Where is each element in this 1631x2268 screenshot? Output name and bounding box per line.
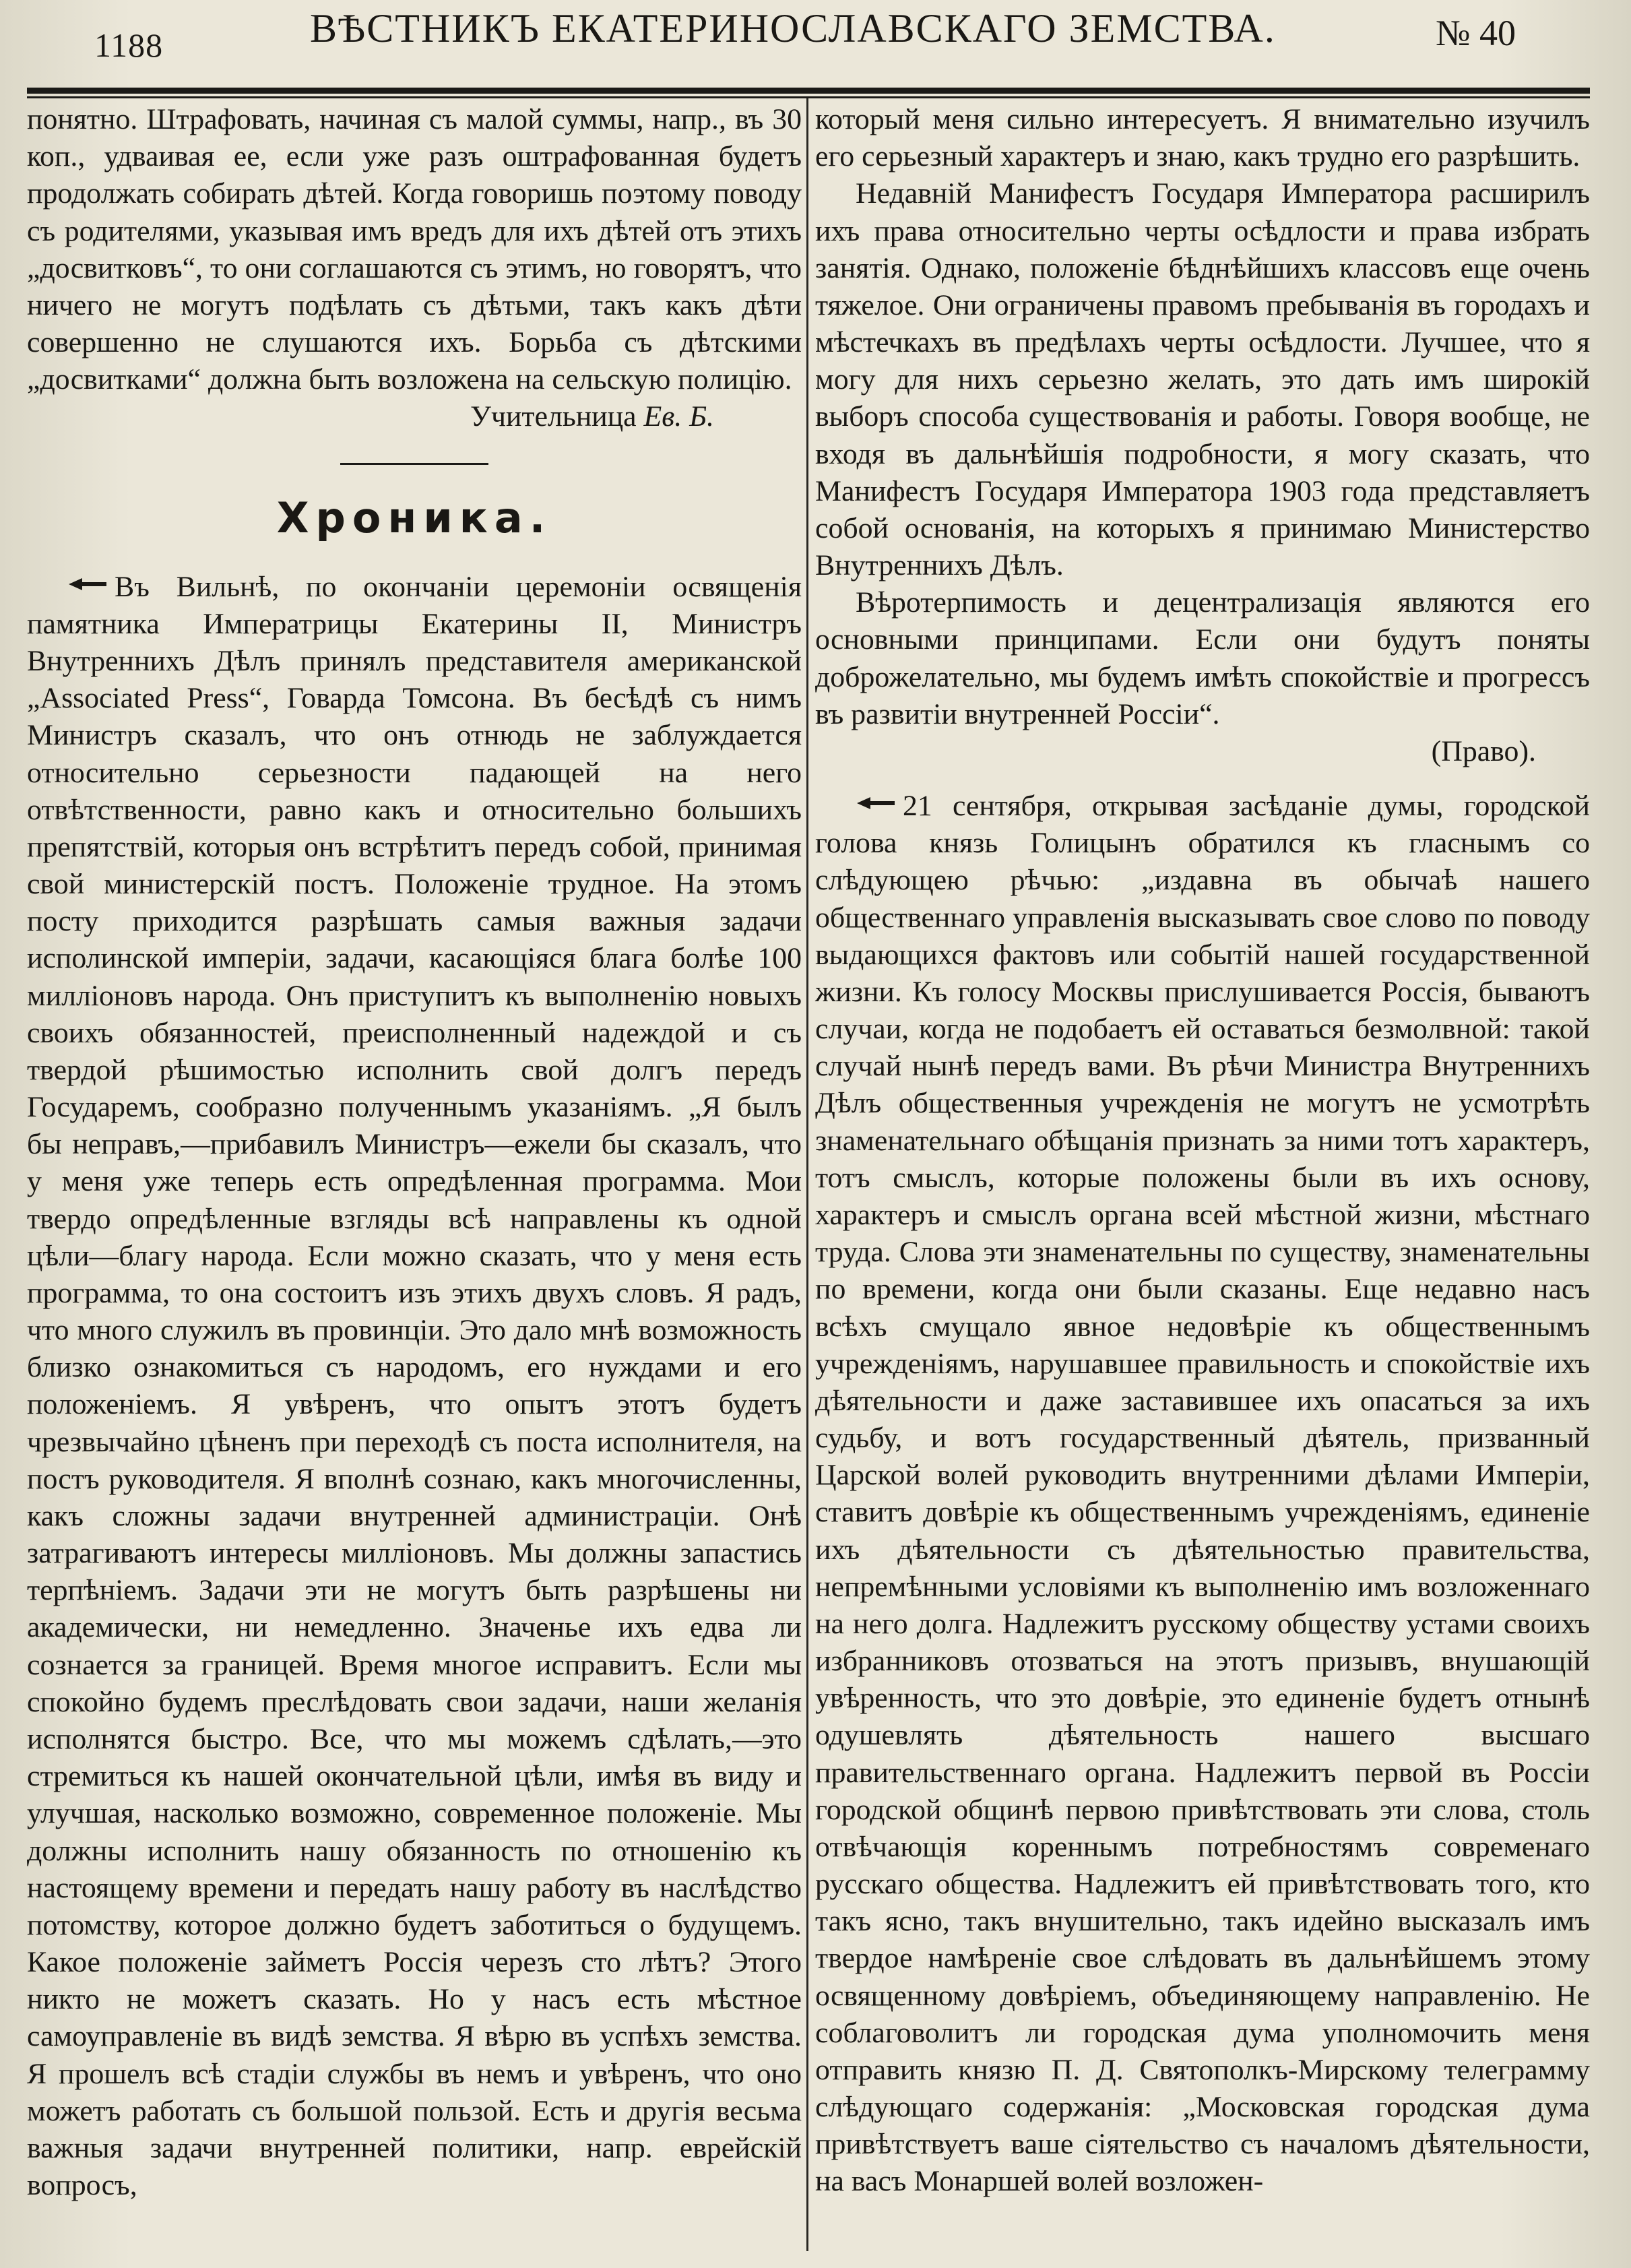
article-vilna	[27, 569, 802, 2205]
article-duma-text: 21 сентября, открывая засѣданіе думы, городской голова князь Голицынъ обратился къ гласнымъ со слѣдующею рѣчью: „издавна въ обычаѣ нашего общественнаго управленія высказывать свое слово по поводу выдающихся фактовъ или событій нашей государственной жизни. Къ голосу Москвы прислушивается Россія, бываютъ случаи, когда не подобаетъ ей оставаться безмолвной: такой случай нынѣ передъ вами. Въ рѣчи Министра Внутреннихъ Дѣлъ общественныя учрежденія не могутъ не усмотрѣть знаменательнаго обѣщанія признать за ними тотъ характеръ, тотъ смыслъ, которые положены были въ ихъ основу, характеръ и смыслъ органа всей мѣстной жизни, мѣстнаго труда. Слова эти знаменательны по существу, знаменательны по времени, когда они были сказаны. Еще недавно насъ всѣхъ смущало явное недовѣріе къ общественнымъ учрежденіямъ, нарушавшее правильность и спокойствіе ихъ дѣятельности и даже заставившее ихъ опасаться за ихъ судьбу, и вотъ государственный дѣятель, призванный Царской волей руководить внутренними дѣлами Имперіи, ставитъ довѣріе къ общественнымъ учрежденіямъ, единеніе ихъ дѣятельности съ дѣятельностью правительства, непремѣнными условіями къ выполненію имъ возложеннаго на него долга. Надлежитъ русскому обществу устами своихъ избранниковъ отозваться на этотъ призывъ, внушающій увѣренность, что это довѣріе, это единеніе будетъ отнынѣ одушевлять дѣятельность нашего высшаго правительственнаго органа. Надлежитъ первой въ Россіи городской общинѣ первою привѣтствовать эти слова, столь отвѣчающія кореннымъ потребностямъ современаго русскаго общества. Надлежитъ ей привѣтствовать того, кто такъ ясно, такъ внушительно, такъ идейно высказалъ имъ твердое намѣреніе свое слѣдовать въ дальнѣйшемъ этому освященному довѣріемъ, объединяющему направленію. Не соблаговолитъ ли городская дума уполномочить меня отправить князю П. Д. Святополкъ-Мирскому телеграмму слѣдующаго содержанія: „Московская городская дума привѣтствуетъ ваше сіятельство съ началомъ дѣятельности, на васъ Монаршей волей возложен-	[815, 790, 1590, 2198]
article-source: (Право).	[1431, 734, 1536, 767]
section-rule	[340, 463, 488, 465]
signature-initials: Ев. Б.	[643, 400, 714, 433]
tolerance-paragraph: Вѣротерпимость и децентрализація являются его основными принципами. Если они будутъ поняты доброжелательно, мы будемъ имѣть спокойствіе и прогрессъ въ развитіи внутренней Россіи“.	[815, 586, 1590, 730]
journal-title: ВѢСТНИКЪ ЕКАТЕРИНОСЛАВСКАГО ЗЕМСТВА.	[310, 6, 1276, 51]
article-vilna-text: Въ Вильнѣ, по окончаніи церемоніи освященія памятника Императрицы Екатерины II, Министръ Внутреннихъ Дѣлъ принялъ представителя американской „Associated Press“, Говарда Томсона. Въ бесѣдѣ съ нимъ Министръ сказалъ, что онъ отнюдь не заблуждается относительно серьезности падающей на него отвѣтственности, равно какъ и относительно большихъ препятствій, которыя онъ встрѣтитъ передъ собой, принимая свой министерскій постъ. Положеніе трудное. На этомъ посту приходится разрѣшать самыя важныя задачи исполинской имперіи, задачи, касающіяся блага болѣе 100 милліоновъ народа. Онъ приступитъ къ выполненію новыхъ своихъ обязанностей, преисполненный надеждой и съ твердой рѣшимостью исполнить свой долгъ передъ Государемъ, сообразно полученнымъ указаніямъ. „Я былъ бы неправъ,—прибавилъ Министръ—ежели бы сказалъ, что у меня уже теперь есть опредѣленная программа. Мои твердо опредѣленные взгляды всѣ направлены къ одной цѣли—благу народа. Если можно сказать, что у меня есть программа, то она состоитъ изъ этихъ двухъ словъ. Я радъ, что много служилъ въ провинціи. Это дало мнѣ возможность близко ознакомиться съ народомъ, его нуждами и его положеніемъ. Я увѣренъ, что опытъ этотъ будетъ чрезвычайно цѣненъ при переходѣ съ поста исполнителя, на постъ руководителя. Я вполнѣ сознаю, какъ многочисленны, какъ сложны задачи внутренней администраціи. Онѣ затрагиваютъ интересы милліоновъ. Мы должны запастись терпѣніемъ. Задачи эти не могутъ быть разрѣшены ни академически, ни немедленно. Значенье ихъ едва ли сознается за границей. Время многое исправитъ. Если мы спокойно будемъ преслѣдовать свои задачи, наши желанія исполнятся быстро. Все, что мы можемъ сдѣлать,—это стремиться къ нашей окончательной цѣли, имѣя въ виду и улучшая, насколько возможно, современное положеніе. Мы должны исполнить нашу обязанность по отношенію къ настоящему времени и передать нашу работу въ наслѣдство потомству, которое должно будетъ заботиться о будущемъ. Какое положеніе займетъ Россія черезъ сто лѣтъ? Этого никто не можетъ сказать. Но у насъ есть мѣстное самоуправленіе въ видѣ земства. Я вѣрю въ успѣхъ земства. Я прошелъ всѣ стадіи службы въ немъ и увѣренъ, что оно можетъ работать съ большой пользой. Есть и другія весьма важныя задачи внутренней политики, напр. еврейскій вопросъ,	[27, 570, 802, 2202]
continuation-paragraph: который меня сильно интересуетъ. Я внимательно изучилъ его серьезный характеръ и знаю, какъ трудно его разрѣшить.	[815, 103, 1590, 173]
right-column	[815, 101, 1590, 2201]
left-column	[27, 101, 802, 2204]
signature	[27, 398, 802, 435]
manifesto-paragraph: Недавній Манифестъ Государя Императора расширилъ ихъ права относительно черты осѣдлости и права избрать занятія. Однако, положеніе бѣднѣйшихъ классовъ еще очень тяжелое. Они ограничены правомъ пребыванія въ городахъ и мѣстечкахъ въ предѣлахъ черты осѣдлости. Лучшее, что я могу для нихъ серьезно желать, это дать имъ широкій выборъ способа существованія и работы. Говоря вообще, не входя въ дальнѣйшія подробности, я могу сказать, что Манифестъ Государя Императора 1903 года представляетъ собой основанія, на которыхъ я принимаю Министерство Внутреннихъ Дѣлъ.	[815, 177, 1590, 582]
signature-role: Учительница	[470, 400, 637, 433]
header-rule-thin	[27, 96, 1590, 98]
article-duma	[815, 788, 1590, 2201]
page-number: 1188	[94, 26, 164, 64]
page-header	[94, 5, 1529, 80]
pointing-hand-icon	[67, 576, 109, 592]
column-divider	[806, 98, 808, 2251]
issue-number: № 40	[1435, 13, 1516, 53]
section-heading: Хроника.	[276, 493, 552, 542]
header-rule-thick	[27, 88, 1590, 94]
pointing-hand-icon	[856, 795, 897, 811]
intro-paragraph: понятно. Штрафовать, начиная съ малой суммы, напр., въ 30 коп., удваивая ее, если уже разъ оштрафованная будетъ продолжать собирать дѣтей. Когда говоришь поэтому поводу съ родителями, указывая имъ вредъ для ихъ дѣтей отъ этихъ „досвитковъ“, то они соглашаются съ этимъ, но говорятъ, что ничего не могутъ подѣлать съ дѣтьми, такъ какъ дѣти совершенно не слушаются ихъ. Борьба съ дѣтскими „досвитками“ должна быть возложена на сельскую полицію.	[27, 103, 802, 396]
article-gap	[815, 770, 1590, 788]
